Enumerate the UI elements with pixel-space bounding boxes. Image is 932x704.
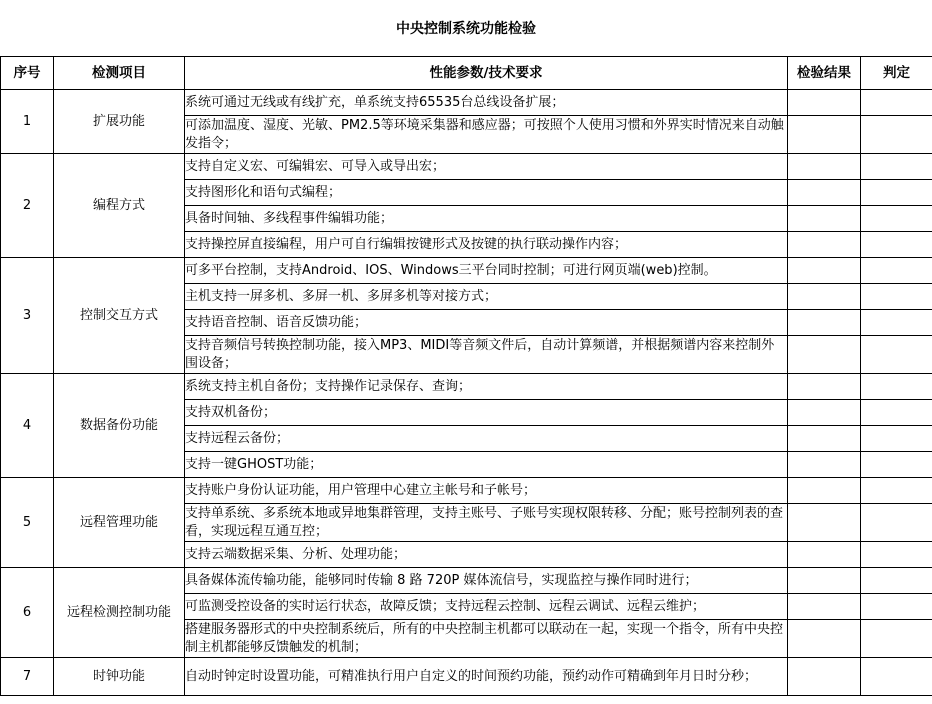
cell-result[interactable] <box>788 504 861 542</box>
cell-requirement[interactable]: 系统支持主机自备份；支持操作记录保存、查询； <box>185 374 788 400</box>
cell-requirement[interactable]: 系统可通过无线或有线扩充，单系统支持65535台总线设备扩展； <box>185 90 788 116</box>
cell-requirement[interactable]: 支持单系统、多系统本地或异地集群管理，支持主账号、子账号实现权限转移、分配；账号控制列表的查看，实现远程互通互控； <box>185 504 788 542</box>
cell-judgement[interactable] <box>861 336 932 374</box>
cell-judgement[interactable] <box>861 594 932 620</box>
cell-judgement[interactable] <box>861 620 932 658</box>
cell-requirement[interactable]: 支持账户身份认证功能，用户管理中心建立主帐号和子帐号； <box>185 478 788 504</box>
cell-judgement[interactable] <box>861 310 932 336</box>
cell-result[interactable] <box>788 478 861 504</box>
cell-result[interactable] <box>788 154 861 180</box>
cell-item[interactable]: 控制交互方式 <box>54 258 185 374</box>
cell-judgement[interactable] <box>861 478 932 504</box>
cell-result[interactable] <box>788 336 861 374</box>
cell-result[interactable] <box>788 206 861 232</box>
cell-judgement[interactable] <box>861 116 932 154</box>
cell-judgement[interactable] <box>861 658 932 696</box>
cell-result[interactable] <box>788 452 861 478</box>
table-row <box>1 658 932 696</box>
cell-judgement[interactable] <box>861 504 932 542</box>
cell-judgement[interactable] <box>861 374 932 400</box>
table-row <box>1 258 932 284</box>
header-result: 检验结果 <box>788 57 861 90</box>
cell-requirement[interactable]: 支持图形化和语句式编程； <box>185 180 788 206</box>
cell-item[interactable]: 编程方式 <box>54 154 185 258</box>
table-row <box>1 90 932 116</box>
cell-requirement[interactable]: 支持云端数据采集、分析、处理功能； <box>185 542 788 568</box>
cell-requirement[interactable]: 具备时间轴、多线程事件编辑功能； <box>185 206 788 232</box>
cell-requirement[interactable]: 搭建服务器形式的中央控制系统后，所有的中央控制主机都可以联动在一起，实现一个指令，所有中央控制主机都能够反馈触发的机制； <box>185 620 788 658</box>
cell-judgement[interactable] <box>861 452 932 478</box>
cell-result[interactable] <box>788 374 861 400</box>
table-row <box>1 374 932 400</box>
cell-item[interactable]: 数据备份功能 <box>54 374 185 478</box>
cell-result[interactable] <box>788 620 861 658</box>
cell-index[interactable]: 6 <box>1 568 54 658</box>
cell-requirement[interactable]: 支持双机备份； <box>185 400 788 426</box>
table-row <box>1 478 932 504</box>
header-judgement: 判定 <box>861 57 932 90</box>
cell-result[interactable] <box>788 180 861 206</box>
cell-requirement[interactable]: 支持语音控制、语音反馈功能； <box>185 310 788 336</box>
cell-result[interactable] <box>788 426 861 452</box>
cell-result[interactable] <box>788 258 861 284</box>
cell-item[interactable]: 时钟功能 <box>54 658 185 696</box>
cell-judgement[interactable] <box>861 568 932 594</box>
cell-judgement[interactable] <box>861 206 932 232</box>
cell-judgement[interactable] <box>861 258 932 284</box>
cell-index[interactable]: 1 <box>1 90 54 154</box>
cell-requirement[interactable]: 支持音频信号转换控制功能，接入MP3、MIDI等音频文件后，自动计算频谱，并根据频谱内容来控制外围设备； <box>185 336 788 374</box>
header-index: 序号 <box>1 57 54 90</box>
cell-result[interactable] <box>788 594 861 620</box>
cell-result[interactable] <box>788 400 861 426</box>
header-item: 检测项目 <box>54 57 185 90</box>
table-row <box>1 568 932 594</box>
header-row <box>1 57 932 90</box>
cell-result[interactable] <box>788 310 861 336</box>
cell-requirement[interactable]: 支持自定义宏、可编辑宏、可导入或导出宏； <box>185 154 788 180</box>
cell-index[interactable]: 5 <box>1 478 54 568</box>
cell-requirement[interactable]: 支持远程云备份； <box>185 426 788 452</box>
cell-requirement[interactable]: 支持操控屏直接编程，用户可自行编辑按键形式及按键的执行联动操作内容； <box>185 232 788 258</box>
cell-result[interactable] <box>788 284 861 310</box>
cell-result[interactable] <box>788 542 861 568</box>
cell-result[interactable] <box>788 90 861 116</box>
cell-index[interactable]: 2 <box>1 154 54 258</box>
cell-result[interactable] <box>788 232 861 258</box>
cell-judgement[interactable] <box>861 232 932 258</box>
cell-judgement[interactable] <box>861 542 932 568</box>
cell-judgement[interactable] <box>861 90 932 116</box>
header-requirement: 性能参数/技术要求 <box>185 57 788 90</box>
cell-judgement[interactable] <box>861 180 932 206</box>
cell-requirement[interactable]: 具备媒体流传输功能，能够同时传输 8 路 720P 媒体流信号，实现监控与操作同时进行； <box>185 568 788 594</box>
cell-requirement[interactable]: 支持一键GHOST功能； <box>185 452 788 478</box>
cell-item[interactable]: 远程检测控制功能 <box>54 568 185 658</box>
cell-result[interactable] <box>788 116 861 154</box>
cell-requirement[interactable]: 可添加温度、湿度、光敏、PM2.5等环境采集器和感应器；可按照个人使用习惯和外界实时情况来自动触发指令； <box>185 116 788 154</box>
page-title: 中央控制系统功能检验 <box>396 21 536 37</box>
cell-judgement[interactable] <box>861 284 932 310</box>
cell-judgement[interactable] <box>861 426 932 452</box>
table-row <box>1 154 932 180</box>
cell-requirement[interactable]: 主机支持一屏多机、多屏一机、多屏多机等对接方式； <box>185 284 788 310</box>
cell-requirement[interactable]: 自动时钟定时设置功能，可精准执行用户自定义的时间预约功能，预约动作可精确到年月日时分秒； <box>185 658 788 696</box>
cell-item[interactable]: 远程管理功能 <box>54 478 185 568</box>
cell-index[interactable]: 3 <box>1 258 54 374</box>
cell-index[interactable]: 4 <box>1 374 54 478</box>
cell-judgement[interactable] <box>861 400 932 426</box>
cell-item[interactable]: 扩展功能 <box>54 90 185 154</box>
inspection-table <box>0 56 932 696</box>
cell-judgement[interactable] <box>861 154 932 180</box>
cell-index[interactable]: 7 <box>1 658 54 696</box>
cell-result[interactable] <box>788 658 861 696</box>
cell-result[interactable] <box>788 568 861 594</box>
cell-requirement[interactable]: 可多平台控制，支持Android、IOS、Windows三平台同时控制；可进行网页端(web)控制。 <box>185 258 788 284</box>
cell-requirement[interactable]: 可监测受控设备的实时运行状态，故障反馈；支持远程云控制、远程云调试、远程云维护； <box>185 594 788 620</box>
